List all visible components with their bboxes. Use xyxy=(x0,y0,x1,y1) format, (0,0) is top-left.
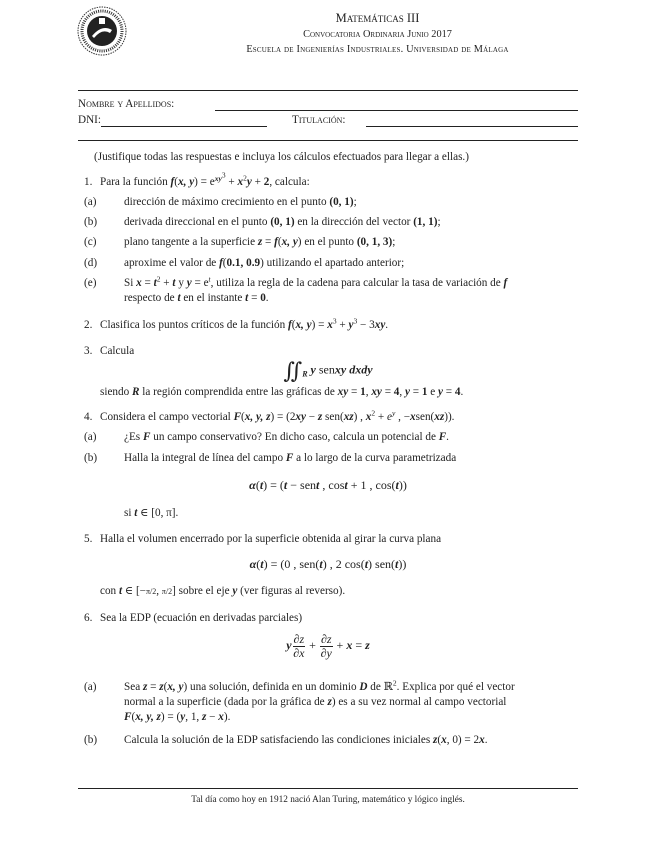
footer-rule xyxy=(78,788,578,789)
question-1: 1. Para la función f(x, $y) = e^{xy^3} + x^2y + 2$, calcula: xyxy=(84,170,310,189)
dni-label: DNI: xyxy=(78,114,101,126)
question-1b: (b) derivada direccional en el punto (0, 1) en la dirección del vector (1, 1); xyxy=(84,216,441,228)
question-4-domain: si t ∈ [0, π]. xyxy=(124,507,179,519)
exam-session: Convocatoria Ordinaria Junio 2017 xyxy=(303,29,452,40)
name-label: Nombre y Apellidos: xyxy=(78,98,175,110)
course-title: Matemáticas III xyxy=(335,11,420,25)
question-6a: (a) Sea z = z(x, y) una solución, definida en un dominio D de ℝ$^2$. Explica por qué el vector normal a la superficie (dada por la gráfica de z) es a su vez normal al campo vectorial F(x, y, z) = (y, 1, z − x). xyxy=(84,678,515,723)
form-bottom-rule xyxy=(78,140,578,141)
double-integral: $∬_R$ y senxy dxdy xyxy=(283,358,373,383)
school-name: Escuela de Ingenierías Industriales. Universidad de Málaga xyxy=(246,44,509,55)
question-5: 5. Halla el volumen encerrado por la superficie obtenida al girar la curva plana xyxy=(84,533,442,545)
question-1c: (c) plano tangente a la superficie z = f(x, y) en el punto (0, 1, 3); xyxy=(84,236,396,248)
curve-alpha-eq-2: α(t) = (0 , sen(t) , 2 cos(t) sen(t)) xyxy=(249,557,407,571)
dni-field[interactable] xyxy=(101,126,267,127)
pde-equation: y $\frac{\partial z}{\partial x}$ + $\frac{\partial z}{\partial y}$ + x = z xyxy=(286,632,370,660)
question-6: 6. Sea la EDP (ecuación en derivadas parciales) xyxy=(84,612,303,624)
question-6b: (b) Calcula la solución de la EDP satisfaciendo las condiciones iniciales z(x, 0) = 2x. xyxy=(84,734,488,746)
curve-alpha-eq: α(t) = (t − sent , cost + 1 , cos(t)) xyxy=(249,478,407,492)
question-5-domain: con t ∈ [−π/2, π/2] sobre el eje y (ver figuras al reverso). xyxy=(100,585,346,597)
question-1a: (a) dirección de máximo crecimiento en el punto (0, 1); xyxy=(84,196,357,208)
university-seal-logo xyxy=(77,6,127,56)
question-4a: (a) ¿Es F un campo conservativo? En dicho caso, calcula un potencial de F. xyxy=(84,431,449,443)
question-3: 3. Calcula xyxy=(84,345,135,357)
footer-note: Tal día como hoy en 1912 nació Alan Turing, matemático y lógico inglés. xyxy=(191,795,465,805)
top-rule xyxy=(78,90,578,91)
question-4: 4. Considera el campo vectorial F(x, y, z) = (2xy − z sen(xz) , $x^2 + e^y$ , −xsen(xz)). xyxy=(84,408,455,423)
degree-label: Titulación: xyxy=(292,114,346,126)
question-3-region: siendo R la región comprendida entre las gráficas de xy = 1, xy = 4, y = 1 e y = 4. xyxy=(100,386,464,398)
name-field[interactable] xyxy=(215,110,578,111)
instructions: (Justifique todas las respuestas e incluya los cálculos efectuados para llegar a ellas.) xyxy=(94,151,469,163)
question-1d: (d) aproxime el valor de f(0.1, 0.9) utilizando el apartado anterior; xyxy=(84,257,405,269)
question-1e: (e) Si $x = t^2 + t$ y $y = e^t$, utiliza la regla de la cadena para calcular la tasa de variación de f respecto de t en el instante t = 0. xyxy=(84,274,508,304)
question-2: 2. Clasifica los puntos críticos de la función f(x, $y) = x^3 + y^3 - 3xy$. xyxy=(84,316,389,331)
degree-field[interactable] xyxy=(366,126,578,127)
question-4b: (b) Halla la integral de línea del campo F a lo largo de la curva parametrizada xyxy=(84,452,457,464)
